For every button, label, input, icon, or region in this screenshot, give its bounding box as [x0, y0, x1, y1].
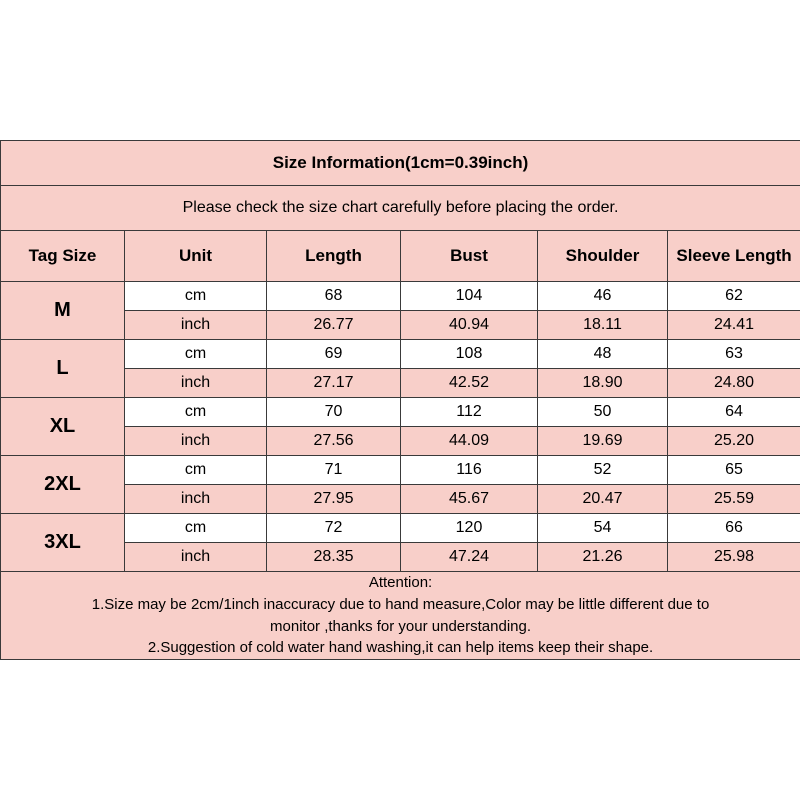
- table-header-row: [1, 231, 800, 282]
- length-cm: 70: [267, 398, 401, 427]
- length-inch: 28.35: [267, 543, 401, 572]
- table-row: [1, 282, 800, 311]
- tag-size-cell: 2XL: [1, 456, 125, 514]
- sleeve-length-inch: 25.98: [668, 543, 800, 572]
- length-cm: 72: [267, 514, 401, 543]
- bust-cm: 116: [401, 456, 538, 485]
- column-header-length: Length: [267, 231, 401, 282]
- column-header-unit: Unit: [125, 231, 267, 282]
- attention-block: [1, 572, 800, 660]
- length-inch: 27.95: [267, 485, 401, 514]
- length-inch: 26.77: [267, 311, 401, 340]
- tag-size-cell: M: [1, 282, 125, 340]
- length-cm: 69: [267, 340, 401, 369]
- size-chart-container: [0, 140, 800, 660]
- length-inch: 27.56: [267, 427, 401, 456]
- chart-title: Size Information(1cm=0.39inch): [1, 141, 800, 186]
- unit-cell-cm: cm: [125, 514, 267, 543]
- table-row: [1, 340, 800, 369]
- unit-cell-inch: inch: [125, 543, 267, 572]
- bust-inch: 47.24: [401, 543, 538, 572]
- table-row-attention: [1, 572, 800, 660]
- chart-subtitle: Please check the size chart carefully before placing the order.: [1, 186, 800, 231]
- sleeve-length-inch: 25.20: [668, 427, 800, 456]
- bust-cm: 112: [401, 398, 538, 427]
- shoulder-inch: 19.69: [538, 427, 668, 456]
- shoulder-cm: 48: [538, 340, 668, 369]
- unit-cell-inch: inch: [125, 485, 267, 514]
- table-row: [1, 398, 800, 427]
- column-header-bust: Bust: [401, 231, 538, 282]
- shoulder-cm: 50: [538, 398, 668, 427]
- sleeve-length-cm: 63: [668, 340, 800, 369]
- shoulder-inch: 20.47: [538, 485, 668, 514]
- shoulder-inch: 18.11: [538, 311, 668, 340]
- shoulder-cm: 46: [538, 282, 668, 311]
- table-row: [1, 514, 800, 543]
- shoulder-cm: 54: [538, 514, 668, 543]
- bust-inch: 42.52: [401, 369, 538, 398]
- shoulder-inch: 21.26: [538, 543, 668, 572]
- table-row: [1, 456, 800, 485]
- bust-cm: 108: [401, 340, 538, 369]
- unit-cell-cm: cm: [125, 398, 267, 427]
- column-header-shoulder: Shoulder: [538, 231, 668, 282]
- column-header-tag-size: Tag Size: [1, 231, 125, 282]
- length-cm: 71: [267, 456, 401, 485]
- length-inch: 27.17: [267, 369, 401, 398]
- bust-inch: 45.67: [401, 485, 538, 514]
- attention-heading: Attention:: [368, 574, 433, 591]
- attention-line-1: 1.Size may be 2cm/1inch inaccuracy due to hand measure,Color may be little different due to: [91, 595, 710, 613]
- unit-cell-inch: inch: [125, 369, 267, 398]
- sleeve-length-cm: 64: [668, 398, 800, 427]
- unit-cell-cm: cm: [125, 282, 267, 311]
- sleeve-length-cm: 62: [668, 282, 800, 311]
- shoulder-cm: 52: [538, 456, 668, 485]
- unit-cell-inch: inch: [125, 427, 267, 456]
- bust-inch: 44.09: [401, 427, 538, 456]
- sleeve-length-cm: 66: [668, 514, 800, 543]
- unit-cell-cm: cm: [125, 456, 267, 485]
- bust-cm: 104: [401, 282, 538, 311]
- tag-size-cell: 3XL: [1, 514, 125, 572]
- unit-cell-inch: inch: [125, 311, 267, 340]
- shoulder-inch: 18.90: [538, 369, 668, 398]
- attention-line-3: 2.Suggestion of cold water hand washing,it can help items keep their shape.: [147, 639, 654, 657]
- sleeve-length-inch: 24.80: [668, 369, 800, 398]
- table-row-subtitle: [1, 186, 800, 231]
- tag-size-cell: L: [1, 340, 125, 398]
- sleeve-length-inch: 24.41: [668, 311, 800, 340]
- sleeve-length-cm: 65: [668, 456, 800, 485]
- tag-size-cell: XL: [1, 398, 125, 456]
- bust-cm: 120: [401, 514, 538, 543]
- sleeve-length-inch: 25.59: [668, 485, 800, 514]
- attention-line-2: monitor ,thanks for your understanding.: [270, 617, 532, 635]
- bust-inch: 40.94: [401, 311, 538, 340]
- unit-cell-cm: cm: [125, 340, 267, 369]
- column-header-sleeve-length: Sleeve Length: [668, 231, 800, 282]
- size-chart-table: [0, 140, 800, 660]
- table-row-title: [1, 141, 800, 186]
- length-cm: 68: [267, 282, 401, 311]
